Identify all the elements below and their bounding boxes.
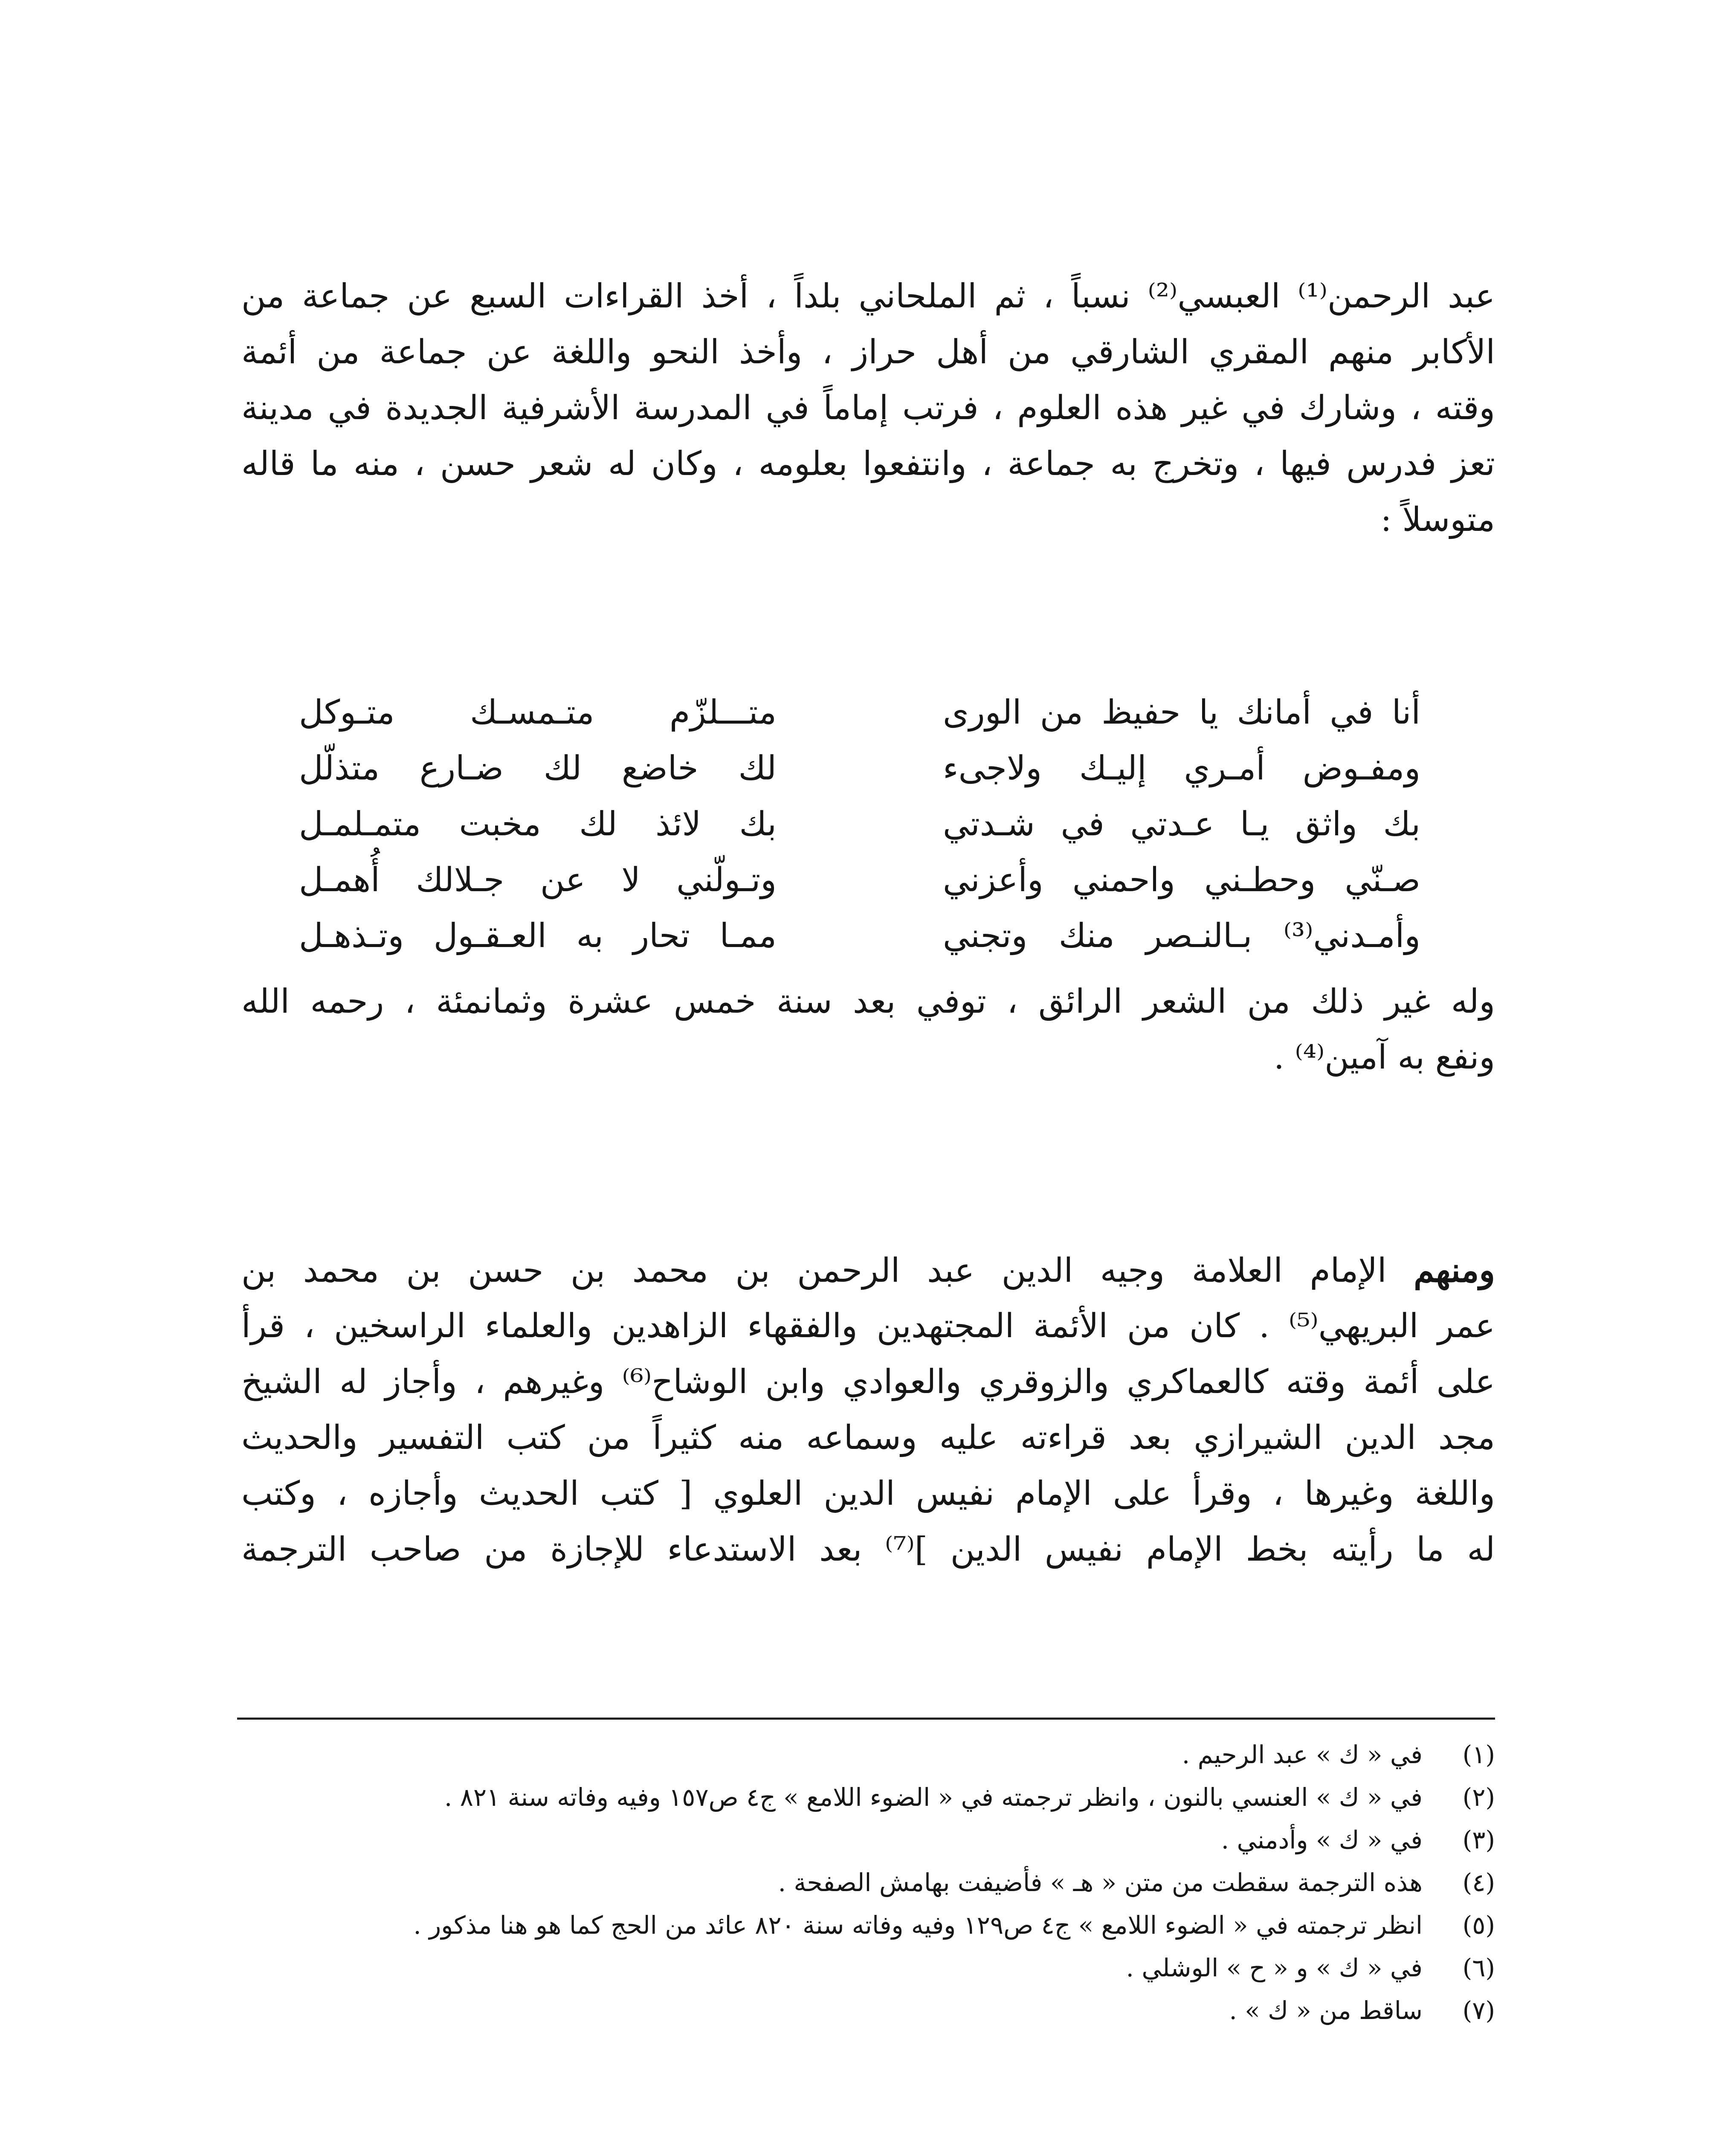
verse-second-hemistich: لك خاضع لك ضـارع متذلّل <box>299 749 777 788</box>
verse-second-hemistich: ممـا تحار به العـقـول وتـذهـل <box>299 917 777 955</box>
footnote-number: (٧) <box>1462 1996 1495 2025</box>
text-line: عبد الرحمن⁽¹⁾ العبسي⁽²⁾ نسباً ، ثم الملحاني بلداً ، أخذ القراءات السبع عن جماعة من <box>241 277 1495 316</box>
text-line: الأكابر منهم المقري الشارقي من أهل حراز ، وأخذ النحو واللغة عن جماعة من أئمة <box>241 333 1495 371</box>
footnote-text: انظر ترجمته في « الضوء اللامع » ج٤ ص١٢٩ وفيه وفاته سنة ٨٢٠ عائد من الحج كما هو هنا مذكور . <box>413 1911 1423 1940</box>
footnote-number: (٣) <box>1462 1825 1495 1854</box>
poem-verse <box>299 741 1420 797</box>
verse-first-hemistich: بك واثق يـا عـدتي في شـدتي <box>943 805 1420 843</box>
footnote-text: ساقط من « ك » . <box>1229 1996 1423 2025</box>
verse-first-hemistich: أنا في أمانك يا حفيظ من الورى <box>943 693 1420 732</box>
footnote-separator <box>237 1718 1495 1720</box>
footnote-number: (٥) <box>1462 1911 1495 1940</box>
text-line: وقته ، وشارك في غير هذه العلوم ، فرتب إماماً في المدرسة الأشرفية الجديدة في مدينة <box>241 389 1495 427</box>
text-line: عمر البريهي⁽⁵⁾ . كان من الأئمة المجتهدين والفقهاء الزاهدين والعلماء الراسخين ، قرأ <box>241 1307 1495 1345</box>
footnote-text: في « ك » العنسي بالنون ، وانظر ترجمته في « الضوء اللامع » ج٤ ص١٥٧ وفيه وفاته سنة ٨٢١ . <box>444 1783 1423 1812</box>
text-line: واللغة وغيرها ، وقرأ على الإمام نفيس الدين العلوي [ كتب الحديث وأجازه ، وكتب <box>241 1474 1495 1513</box>
poem <box>299 685 1420 964</box>
text-line: له ما رأيته بخط الإمام نفيس الدين ]⁽⁷⁾ بعد الاستدعاء للإجازة من صاحب الترجمة <box>241 1530 1495 1569</box>
verse-first-hemistich: ومفـوض أمـري إليـك ولاجىء <box>943 749 1420 788</box>
poem-verse <box>299 685 1420 741</box>
paragraph-biography-continuation <box>241 269 1495 548</box>
footnote <box>0 1776 1495 1819</box>
footnote <box>0 1861 1495 1904</box>
poem-verse <box>299 852 1420 908</box>
text-line: مجد الدين الشيرازي بعد قراءته عليه وسماعه منه كثيراً من كتب التفسير والحديث <box>241 1419 1495 1457</box>
paragraph-biography-al-buraihi <box>241 1243 1495 1578</box>
footnote-text: هذه الترجمة سقطت من متن « هـ » فأضيفت بهامش الصفحة . <box>778 1868 1423 1897</box>
paragraph-death-notice <box>241 974 1495 1086</box>
footnote <box>0 1819 1495 1861</box>
footnote-text: في « ك » عبد الرحيم . <box>1182 1740 1423 1769</box>
footnote <box>0 1989 1495 2032</box>
text-line: ونفع به آمين⁽⁴⁾ . <box>1273 1038 1495 1077</box>
text-line: تعز فدرس فيها ، وتخرج به جماعة ، وانتفعوا بعلومه ، وكان له شعر حسن ، منه ما قاله <box>241 445 1495 483</box>
footnote <box>0 1904 1495 1947</box>
footnote-text: في « ك » و « ح » الوشلي . <box>1126 1953 1423 1982</box>
poem-verse <box>299 797 1420 852</box>
verse-first-hemistich: صـنّي وحطـني واحمني وأعزني <box>943 861 1420 899</box>
footnote-number: (٢) <box>1462 1783 1495 1812</box>
poem-verse <box>299 908 1420 964</box>
section-lead-word: ومنهم <box>1414 1251 1495 1290</box>
footnotes <box>0 1733 1495 2032</box>
text-line: متوسلاً : <box>1380 501 1495 539</box>
footnote-number: (٦) <box>1462 1953 1495 1982</box>
verse-second-hemistich: متـــلزّم متـمسـك متـوكل <box>299 693 777 732</box>
footnote-number: (١) <box>1462 1740 1495 1769</box>
footnote <box>0 1733 1495 1776</box>
verse-second-hemistich: بك لائذ لك مخبت متمـلمـل <box>299 805 777 843</box>
footnote-number: (٤) <box>1462 1868 1495 1897</box>
footnote-text: في « ك » وأدمني . <box>1221 1825 1423 1854</box>
text-line <box>241 1243 1495 1298</box>
text-line-rest: الإمام العلامة وجيه الدين عبد الرحمن بن محمد بن حسن بن محمد بن <box>241 1251 1414 1290</box>
text-line: على أئمة وقته كالعماكري والزوقري والعوادي وابن الوشاح⁽⁶⁾ وغيرهم ، وأجاز له الشيخ <box>241 1363 1495 1401</box>
verse-second-hemistich: وتـولّني لا عن جـلالك أُهمـل <box>299 861 777 899</box>
verse-first-hemistich: وأمـدني⁽³⁾ بـالنـصر منك وتجني <box>943 917 1420 955</box>
footnote <box>0 1947 1495 1989</box>
text-line: وله غير ذلك من الشعر الرائق ، توفي بعد سنة خمس عشرة وثمانمئة ، رحمه الله <box>241 982 1495 1021</box>
